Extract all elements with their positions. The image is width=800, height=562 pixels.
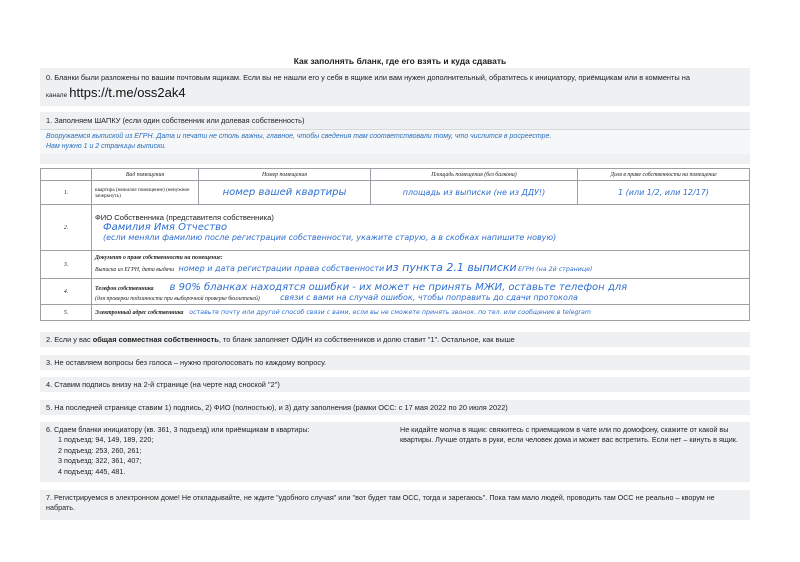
- section-6-right: Не кидайте молча в ящик: свяжитесь с приемщиком в чате или по домофону, скажите от какой вы квартиры. Лучше отдать в руки, если человек дома и может вас встретить. Если нет – кинуть в ящик.: [400, 425, 738, 445]
- hand-area: площадь из выписки (не из ДДУ!): [402, 188, 546, 197]
- section-1-heading: 1. Заполняем ШАПКУ (если один собственник или долевая собственность): [40, 112, 750, 130]
- entrance-3: 3 подъезд: 322, 361, 407;: [58, 456, 142, 466]
- form-header-area: Площадь помещения (без балкона): [371, 169, 578, 181]
- section-1: [40, 112, 750, 164]
- form-header-empty: [41, 169, 92, 181]
- owner-name-field[interactable]: [92, 205, 750, 251]
- share-field[interactable]: [578, 181, 750, 205]
- entrance-2: 2 подъезд: 253, 260, 261;: [58, 445, 142, 455]
- hand-apartment-number: номер вашей квартиры: [222, 187, 347, 198]
- section-6: [40, 422, 750, 482]
- form-header-number: Номер помещения: [199, 169, 371, 181]
- hand-registration-big: из пункта 2.1 выписки: [385, 261, 517, 274]
- row-label: ФИО Собственника (представителя собственника): [95, 213, 274, 222]
- row-number: 3.: [41, 251, 92, 279]
- form-row-3: [41, 251, 750, 279]
- entrance-4: 4 подъезд: 445, 481.: [58, 466, 126, 476]
- form-row-1: [41, 181, 750, 205]
- hand-registration-pre: номер и дата регистрации права собственности: [178, 264, 385, 273]
- section-2-bold: общая совместная собственность: [92, 335, 219, 344]
- section-7: 7. Регистрируемся в электронном доме! Не откладывайте, не ждите "удобного случая" или "вот будет там ОСС, тогда и зарегаюсь". Пока там мало людей, проводить там ОСС не реально – кворум не набрать.: [40, 490, 750, 520]
- form-row-2: [41, 205, 750, 251]
- hand-registration-post: ЕГРН (на 2й странице): [518, 266, 593, 273]
- row-number: 1.: [41, 181, 92, 205]
- page-title: Как заполнять бланк, где его взять и куда сдавать: [293, 56, 507, 66]
- form-header-type: Вид помещения: [92, 169, 199, 181]
- hand-owner-name: Фамилия Имя Отчество: [103, 222, 228, 233]
- phone-field[interactable]: [92, 279, 750, 305]
- entrance-1: 1 подъезд: 94, 149, 189, 220;: [58, 435, 154, 445]
- row-label: квартира (нежилое помещение) (ненужное зачеркнуть): [92, 181, 199, 205]
- section-3: 3. Не оставляем вопросы без голоса – нужно проголосовать по каждому вопросу.: [40, 355, 750, 370]
- area-field[interactable]: [371, 181, 578, 205]
- ballot-header-form: [40, 168, 750, 321]
- row-label: Телефон собственника: [95, 285, 154, 292]
- section-5: 5. На последней странице ставим 1) подпись, 2) ФИО (полностью), и 3) дату заполнения (рамки ОСС: с 17 мая 2022 по 20 июля 2022): [40, 400, 750, 415]
- section-0: [40, 68, 750, 106]
- section-2-post: , то бланк заполняет ОДИН из собственников и долю ставит "1". Остальное, как выше: [218, 335, 515, 344]
- section-1-note: [40, 130, 750, 154]
- section-0-text: 0. Бланки были разложены по вашим почтовым ящикам. Если вы не нашли его у себя в ящике или вам нужен дополнительный, обратитесь к инициатору, приёмщикам или в комменты на: [46, 73, 690, 82]
- hand-email: оставьте почту или другой способ связи с вами, если вы не сможете принять звонок. по тел. или сообщение в telegram: [189, 309, 592, 316]
- row-label: Документ о праве собственности на помещение:: [95, 255, 223, 261]
- row-number: 4.: [41, 279, 92, 305]
- row-number: 5.: [41, 305, 92, 321]
- note-line-2: Нам нужно 1 и 2 страницы выписки.: [46, 142, 167, 150]
- note-line-1: Вооружаемся выпиской из ЕГРН. Дата и печати не столь важны, главное, чтобы сведения там соответствовали тому, что числится в росреестре.: [46, 133, 552, 141]
- hand-owner-note: (если меняли фамилию после регистрации собственности, укажите старую, а в скобках напишите новую): [103, 233, 557, 242]
- row-label: Электронный адрес собственника: [95, 310, 184, 316]
- section-6-left: [46, 425, 386, 477]
- form-row-5: [41, 305, 750, 321]
- ownership-document-field[interactable]: [92, 251, 750, 279]
- section-2: [40, 332, 750, 347]
- row-sublabel: Выписка из ЕГРН, дата выдачи: [95, 267, 175, 273]
- section-2-pre: 2. Если у вас: [46, 335, 93, 344]
- row-sublabel: (для проверки подлинности при выборочной проверке бюллетеней): [95, 295, 260, 302]
- section-4: 4. Ставим подпись внизу на 2-й странице (на черте над сноской "2"): [40, 377, 750, 392]
- form-row-4: [41, 279, 750, 305]
- hand-share: 1 (или 1/2, или 12/17): [618, 188, 709, 197]
- apartment-number-field[interactable]: [199, 181, 371, 205]
- hand-phone-line-1: в 90% бланках находятся ошибки - их может не принять МЖИ, оставьте телефон для: [169, 281, 628, 293]
- form-header-share: Доля в праве собственности на помещение: [578, 169, 750, 181]
- section-6-intro: 6. Сдаем бланки инициатору (кв. 361, 3 подъезд) или приёмщикам в квартиры:: [46, 425, 310, 434]
- kanal-label: канале: [46, 92, 68, 100]
- form-header-row: [41, 169, 750, 181]
- row-number: 2.: [41, 205, 92, 251]
- email-field[interactable]: [92, 305, 750, 321]
- hand-phone-line-2: связи с вами на случай ошибок, чтобы поправить до сдачи протокола: [280, 292, 578, 302]
- telegram-link[interactable]: https://t.me/oss2ak4: [69, 85, 186, 101]
